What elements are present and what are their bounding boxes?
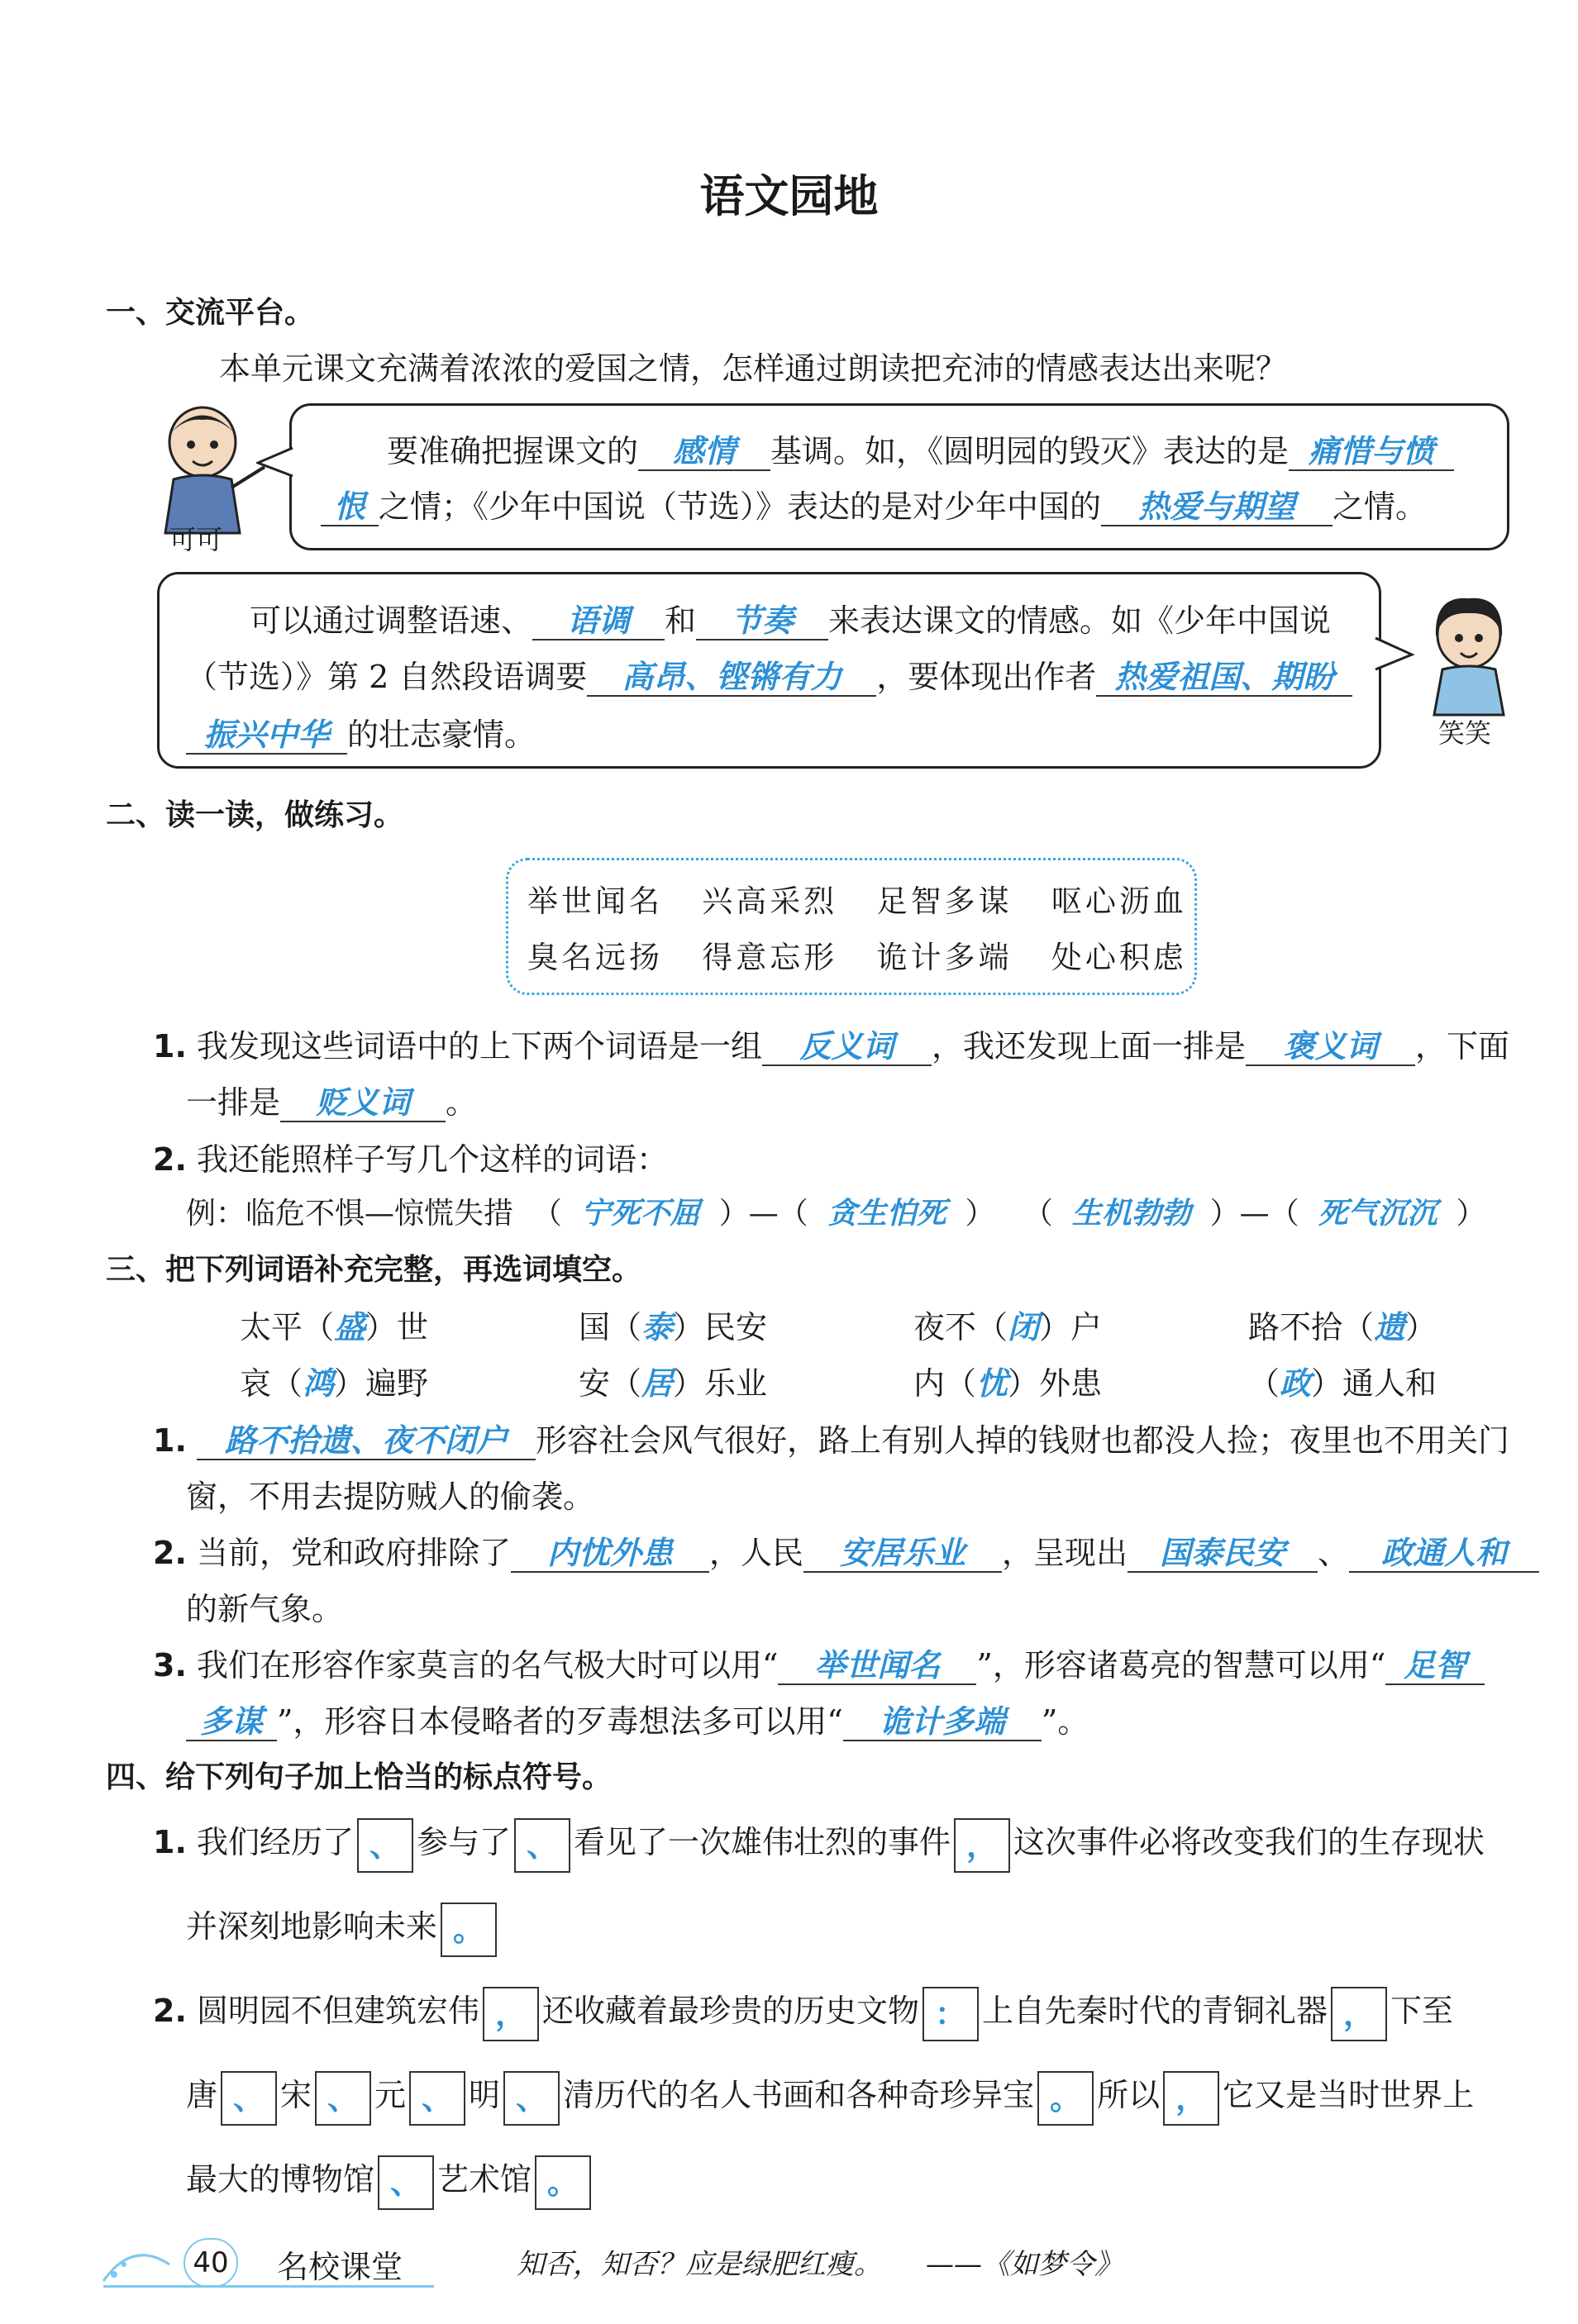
idiom: 足智多谋 — [876, 883, 1013, 919]
b2-text: 的壮志豪情。 — [347, 717, 536, 753]
punct-box[interactable]: 。 — [441, 1903, 497, 1957]
b1-text: 之情。 — [1332, 488, 1428, 525]
s3-words-2: 国（泰）民安 — [579, 1309, 768, 1345]
question-number: 1. — [153, 1824, 187, 1860]
b1-answer-2a: 痛惜与愤 — [1289, 435, 1454, 471]
question-number: 2. — [153, 1141, 187, 1178]
b2-text: 来表达课文的情感。如《少年中国说 — [828, 602, 1332, 639]
question-number: 3. — [153, 1647, 187, 1683]
box1-line2 — [321, 481, 1427, 526]
s3-q2-answer-2: 安居乐业 — [803, 1536, 1002, 1573]
q-text: ，下面 — [1415, 1028, 1510, 1064]
box2-line1 — [250, 595, 1331, 641]
q-text: 我们在形容作家莫言的名气极大时可以用“ — [196, 1647, 779, 1683]
punct-box[interactable]: ： — [922, 1987, 979, 2041]
s3-q3-answer-2b: 多谋 — [186, 1705, 277, 1741]
s2-q1-answer-1: 反义词 — [762, 1030, 932, 1066]
question-number: 2. — [153, 1535, 187, 1571]
page-number: 40 — [184, 2238, 238, 2288]
q-text: 它又是当时世界上 — [1223, 2077, 1475, 2113]
punct-box[interactable]: 。 — [535, 2155, 591, 2210]
s3-words-6: 安（居）乐业 — [579, 1365, 768, 1402]
s3-words-1: 太平（盛）世 — [240, 1309, 429, 1345]
kk-name: 可可 — [169, 524, 223, 555]
box1-line1 — [387, 426, 1454, 471]
q-text: 还收藏着最珍贵的历史文物 — [542, 1993, 920, 2029]
q-text: 。 — [446, 1084, 478, 1121]
s3-words-8: （政）通人和 — [1248, 1365, 1437, 1402]
s3-q2-line2: 的新气象。 — [186, 1591, 344, 1627]
question-number: 2. — [153, 1993, 187, 2029]
idiom: 呕心沥血 — [1051, 883, 1187, 919]
section-3-heading: 三、把下列词语补充完整，再选词填空。 — [106, 1253, 642, 1287]
s2-q1-line1 — [153, 1021, 1509, 1066]
q-text: ，我还发现上面一排是 — [932, 1028, 1247, 1064]
s4-q2-line3 — [186, 2154, 594, 2210]
footer-source: ——《如梦令》 — [926, 2248, 1123, 2281]
footer-swirl-decoration — [99, 2231, 174, 2289]
b2-answer-1: 语调 — [532, 604, 665, 641]
q-text: ”，形容日本侵略者的歹毒想法多可以用“ — [277, 1703, 843, 1740]
punct-box[interactable]: ， — [954, 1818, 1010, 1873]
b2-text: 可以通过调整语速、 — [250, 602, 533, 639]
ex-answer-3: 生机勃勃 — [1071, 1197, 1191, 1231]
s3-q2-answer-1: 内忧外患 — [511, 1536, 709, 1573]
girl-illustration — [1418, 587, 1525, 719]
s3-q1-answer: 路不拾遗、夜不闭户 — [197, 1424, 536, 1460]
s3-q2-line1 — [153, 1527, 1539, 1573]
s3-q3-answer-3: 诡计多端 — [843, 1705, 1042, 1741]
speech-tail-left — [256, 446, 294, 479]
q-text: ”。 — [1041, 1703, 1089, 1740]
q-text: 我发现这些词语中的上下两个词语是一组 — [196, 1028, 762, 1064]
idiom-row-1 — [527, 876, 1187, 921]
q-text: 参与了 — [417, 1824, 512, 1860]
b1-text: 之情；《少年中国说（节选）》表达的是对少年中国的 — [379, 488, 1102, 525]
q-text: ，呈现出 — [1002, 1535, 1128, 1571]
q-text: 一排是 — [186, 1084, 281, 1121]
q-text: 我还能照样子写几个这样的词语： — [196, 1141, 668, 1178]
punct-box[interactable]: ， — [483, 1987, 539, 2041]
q-text: 当前，党和政府排除了 — [196, 1535, 511, 1571]
s4-q1-line2 — [186, 1901, 500, 1957]
section-2-heading: 二、读一读，做练习。 — [106, 798, 404, 832]
s3-q1-line2: 窗，不用去提防贼人的偷袭。 — [186, 1479, 595, 1515]
footer-underline — [103, 2285, 434, 2288]
q-text: 、 — [1318, 1535, 1350, 1571]
idiom: 诡计多端 — [876, 940, 1013, 975]
boy-illustration — [145, 397, 269, 537]
s2-q1-line2 — [186, 1077, 477, 1122]
ex-answer-4: 死气沉沉 — [1318, 1197, 1437, 1231]
s3-q2-answer-4: 政通人和 — [1349, 1536, 1539, 1573]
q-text: ，人民 — [709, 1535, 804, 1571]
s3-q3-answer-1: 举世闻名 — [778, 1649, 976, 1685]
punct-box[interactable]: 、 — [409, 2071, 465, 2126]
q-text: 艺术馆 — [437, 2161, 532, 2198]
b1-answer-2b: 恨 — [321, 490, 379, 526]
q-text: 下至 — [1390, 1993, 1454, 2029]
s4-q2-line1 — [153, 1985, 1453, 2041]
footer-quote: 知否，知否？应是绿肥红瘦。 — [517, 2248, 882, 2281]
b2-answer-4b: 振兴中华 — [186, 718, 347, 755]
word-answer: 遗 — [1374, 1309, 1406, 1345]
b1-answer-3: 热爱与期望 — [1101, 490, 1332, 526]
s2-q1-answer-3: 贬义词 — [280, 1086, 446, 1122]
question-number: 1. — [153, 1028, 187, 1064]
idiom: 臭名远扬 — [527, 940, 663, 975]
s3-words-7: 内（忧）外患 — [913, 1365, 1103, 1402]
q-text: 所以 — [1097, 2077, 1161, 2113]
s3-q1-line1 — [153, 1415, 1509, 1460]
q-text: 元 — [374, 2077, 407, 2113]
example-text: 例：临危不惧—惊慌失措 — [186, 1197, 514, 1231]
q-text: 宋 — [280, 2077, 312, 2113]
section-1-intro: 本单元课文充满着浓浓的爱国之情，怎样通过朗读把充沛的情感表达出来呢？ — [219, 350, 1288, 387]
footer-brand: 名校课堂 — [277, 2249, 403, 2285]
word-answer: 忧 — [976, 1365, 1008, 1402]
word-answer: 居 — [641, 1365, 674, 1402]
s2-q2-line1 — [153, 1134, 668, 1179]
punct-box[interactable]: ， — [1163, 2071, 1219, 2126]
punct-box[interactable]: ， — [1331, 1987, 1387, 2041]
q-text: 并深刻地影响未来 — [186, 1908, 438, 1945]
word-answer: 闭 — [1008, 1309, 1040, 1345]
section-4-heading: 四、给下列句子加上恰当的标点符号。 — [106, 1760, 613, 1794]
b2-text: ，要体现出作者 — [876, 659, 1097, 695]
section-1-heading: 一、交流平台。 — [106, 296, 315, 330]
s3-q2-answer-3: 国泰民安 — [1127, 1536, 1318, 1573]
s2-q2-example: 例：临危不惧—惊慌失措 （ 宁死不屈 ）—（ 贪生怕死 ） （ 生机勃勃 ）—（ 死气沉沉 ） — [186, 1197, 1486, 1231]
b1-text: 要准确把握课文的 — [387, 433, 639, 469]
idiom-row-2 — [527, 932, 1187, 977]
idiom: 得意忘形 — [702, 940, 838, 975]
word-answer: 政 — [1280, 1365, 1312, 1402]
punct-box[interactable]: 、 — [357, 1818, 413, 1873]
word-answer: 鸿 — [303, 1365, 335, 1402]
b2-answer-3: 高昂、铿锵有力 — [587, 660, 876, 697]
q-text: 唐 — [186, 2077, 218, 2113]
s3-q3-answer-2a: 足智 — [1385, 1649, 1485, 1685]
b2-answer-2: 节奏 — [696, 604, 828, 641]
b1-answer-1: 感情 — [638, 435, 770, 471]
q-text: 明 — [469, 2077, 501, 2113]
b1-text: 基调。如，《圆明园的毁灭》表达的是 — [770, 433, 1290, 469]
punct-box[interactable]: 。 — [1037, 2071, 1094, 2126]
b2-answer-4a: 热爱祖国、期盼 — [1096, 660, 1352, 697]
q-text: 这次事件必将改变我们的生存现状 — [1013, 1824, 1485, 1860]
word-answer: 盛 — [334, 1309, 366, 1345]
s3-words-3: 夜不（闭）户 — [913, 1309, 1103, 1345]
q-text: 清历代的名人书画和各种奇珍异宝 — [563, 2077, 1035, 2113]
idiom: 举世闻名 — [527, 883, 663, 919]
punct-box[interactable]: 、 — [315, 2071, 371, 2126]
q-text: 上自先秦时代的青铜礼器 — [982, 1993, 1328, 2029]
q-text: 最大的博物馆 — [186, 2161, 375, 2198]
word-answer: 泰 — [641, 1309, 674, 1345]
q-text: 看见了一次雄伟壮烈的事件 — [574, 1824, 951, 1860]
question-number: 1. — [153, 1422, 187, 1459]
s3-q3-line2 — [186, 1696, 1089, 1741]
s2-q1-answer-2: 褒义词 — [1246, 1030, 1415, 1066]
page-title: 语文园地 — [699, 170, 879, 222]
punct-box[interactable]: 、 — [503, 2071, 560, 2126]
b2-text: 和 — [665, 602, 697, 639]
q-text: ”，形容诸葛亮的智慧可以用“ — [976, 1647, 1386, 1683]
punct-box[interactable]: 、 — [514, 1818, 570, 1873]
q-text: 我们经历了 — [196, 1824, 354, 1860]
s3-q3-line1 — [153, 1640, 1485, 1685]
speech-tail-right — [1374, 636, 1415, 673]
ex-answer-1: 宁死不屈 — [580, 1197, 700, 1231]
s3-words-4: 路不拾（遗） — [1248, 1309, 1437, 1345]
idiom: 兴高采烈 — [702, 883, 838, 919]
box2-line3 — [186, 709, 536, 755]
b2-text: （节选）》第 2 自然段语调要 — [186, 659, 588, 695]
s4-q1-line1 — [153, 1817, 1485, 1873]
s4-q2-line2 — [186, 2069, 1474, 2126]
punct-box[interactable]: 、 — [221, 2071, 277, 2126]
s3-words-5: 哀（鸿）遍野 — [240, 1365, 429, 1402]
q-text: 形容社会风气很好，路上有别人掉的钱财也都没人捡；夜里也不用关门 — [535, 1422, 1509, 1459]
idiom: 处心积虑 — [1051, 940, 1187, 975]
xx-name: 笑笑 — [1438, 717, 1492, 749]
ex-answer-2: 贪生怕死 — [827, 1197, 946, 1231]
box2-line2 — [186, 651, 1352, 697]
q-text: 圆明园不但建筑宏伟 — [196, 1993, 479, 2029]
punct-box[interactable]: 、 — [378, 2155, 434, 2210]
